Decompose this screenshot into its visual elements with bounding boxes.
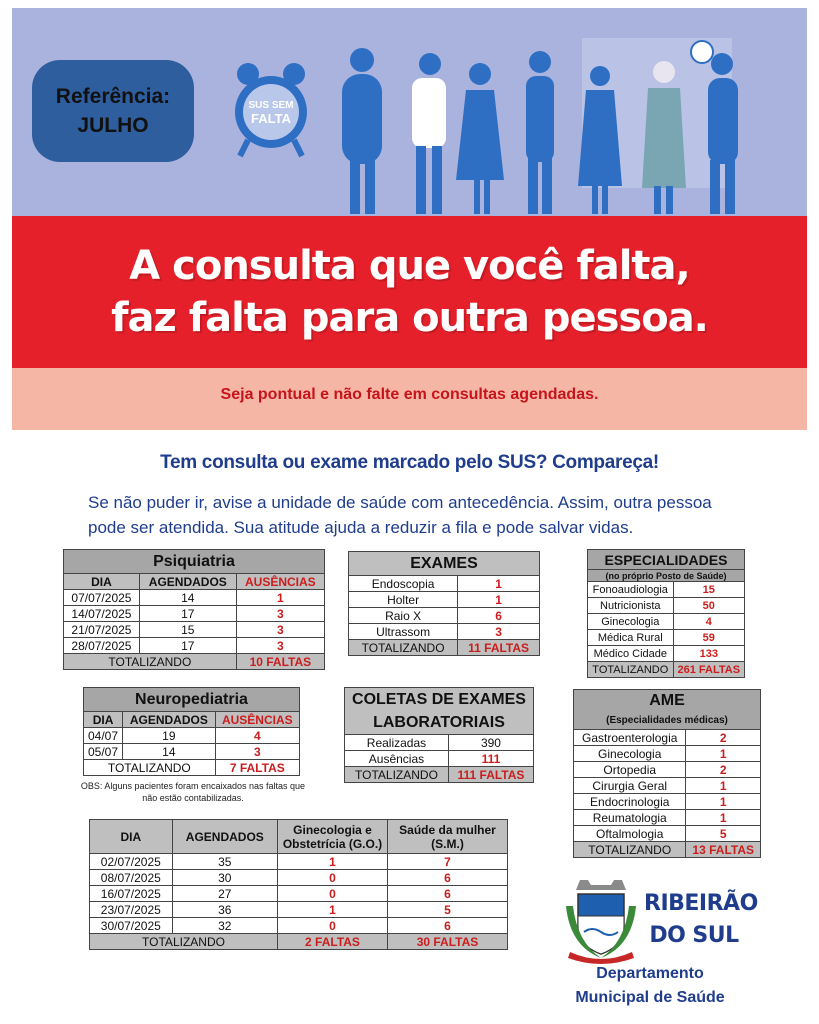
cell-absences: 133 bbox=[673, 646, 744, 662]
cell-specialty: Gastroenterologia bbox=[574, 730, 686, 746]
cell-day: 08/07/2025 bbox=[90, 870, 173, 886]
city-name-line-2: DO SUL bbox=[649, 923, 739, 948]
cell-scheduled: 14 bbox=[139, 590, 236, 606]
cell-absences: 5 bbox=[686, 826, 761, 842]
intro-text: Se não puder ir, avise a unidade de saúde com antecedência. Assim, outra pessoa pode ser atendida. Sua atitude ajuda a reduzir a fila e pode salvar vidas. bbox=[88, 493, 712, 537]
table-title: Neuropediatria bbox=[84, 688, 300, 712]
table-row bbox=[588, 630, 745, 646]
cell-absences: 1 bbox=[458, 576, 540, 592]
cell-absences: 1 bbox=[458, 592, 540, 608]
cell-sm-absences: 6 bbox=[388, 870, 508, 886]
table-row bbox=[90, 854, 508, 870]
cell-absences: 4 bbox=[215, 728, 299, 744]
cell-specialty: Médico Cidade bbox=[588, 646, 674, 662]
total-value: 13 FALTAS bbox=[686, 842, 761, 858]
headline-band bbox=[12, 216, 807, 368]
cell-day: 02/07/2025 bbox=[90, 854, 173, 870]
total-row bbox=[84, 760, 300, 776]
table-row bbox=[90, 886, 508, 902]
cell-absences: 15 bbox=[673, 582, 744, 598]
cell-scheduled: 36 bbox=[172, 902, 277, 918]
department-name bbox=[560, 962, 740, 1010]
total-value: 111 FALTAS bbox=[448, 767, 533, 783]
reference-label: Referência: bbox=[55, 84, 171, 108]
cell-go-absences: 0 bbox=[278, 886, 388, 902]
cell-specialty: Ginecologia bbox=[588, 614, 674, 630]
cell-day: 21/07/2025 bbox=[64, 622, 140, 638]
cell-specialty: Cirurgia Geral bbox=[574, 778, 686, 794]
total-row bbox=[64, 654, 325, 670]
total-value: 11 FALTAS bbox=[458, 640, 540, 656]
ginecologia-table bbox=[89, 819, 508, 950]
cell-absences: 1 bbox=[686, 746, 761, 762]
total-label: TOTALIZANDO bbox=[64, 654, 237, 670]
total-go: 2 FALTAS bbox=[278, 934, 388, 950]
column-header: DIA bbox=[64, 574, 140, 590]
table-row bbox=[574, 810, 761, 826]
cell-day: 23/07/2025 bbox=[90, 902, 173, 918]
table-row bbox=[349, 624, 540, 640]
cell-go-absences: 0 bbox=[278, 918, 388, 934]
total-label: TOTALIZANDO bbox=[84, 760, 216, 776]
cell-specialty: Oftalmologia bbox=[574, 826, 686, 842]
table-title bbox=[345, 688, 534, 735]
cell-absences: 1 bbox=[686, 794, 761, 810]
psiquiatria-table bbox=[63, 549, 325, 670]
cell-sm-absences: 6 bbox=[388, 886, 508, 902]
cell-specialty: Nutricionista bbox=[588, 598, 674, 614]
table-row bbox=[588, 598, 745, 614]
cell-scheduled: 19 bbox=[123, 728, 216, 744]
table-row bbox=[90, 918, 508, 934]
total-row bbox=[349, 640, 540, 656]
column-header: DIA bbox=[90, 820, 173, 854]
cell-absences: 1 bbox=[236, 590, 324, 606]
table-row bbox=[574, 794, 761, 810]
cell-go-absences: 1 bbox=[278, 902, 388, 918]
total-row bbox=[574, 842, 761, 858]
table-row bbox=[574, 730, 761, 746]
cell-value: 111 bbox=[448, 751, 533, 767]
cell-sm-absences: 5 bbox=[388, 902, 508, 918]
cell-specialty: Fonoaudiologia bbox=[588, 582, 674, 598]
table-row bbox=[84, 728, 300, 744]
cell-specialty: Endocrinologia bbox=[574, 794, 686, 810]
table-row bbox=[588, 582, 745, 598]
table-row bbox=[574, 746, 761, 762]
table-row bbox=[345, 751, 534, 767]
cell-day: 28/07/2025 bbox=[64, 638, 140, 654]
total-label: TOTALIZANDO bbox=[588, 662, 674, 678]
especialidades-table bbox=[587, 549, 745, 678]
total-row bbox=[588, 662, 745, 678]
total-label: TOTALIZANDO bbox=[90, 934, 278, 950]
table-title: AME bbox=[574, 690, 761, 712]
cell-absences: 6 bbox=[458, 608, 540, 624]
table-row bbox=[588, 646, 745, 662]
total-value: 261 FALTAS bbox=[673, 662, 744, 678]
exames-table bbox=[348, 551, 540, 656]
table-title: EXAMES bbox=[349, 552, 540, 576]
neuropediatria-note: OBS: Alguns pacientes foram encaixados nas faltas que não estão contabilizadas. bbox=[80, 781, 306, 803]
reference-month: JULHO bbox=[77, 114, 149, 137]
column-header: Ginecologia e Obstetrícia (G.O.) bbox=[278, 820, 388, 854]
cell-day: 04/07 bbox=[84, 728, 123, 744]
cell-scheduled: 17 bbox=[139, 606, 236, 622]
queue-of-people-illustration bbox=[332, 38, 772, 216]
total-value: 7 FALTAS bbox=[215, 760, 299, 776]
total-label: TOTALIZANDO bbox=[574, 842, 686, 858]
cell-absences: 3 bbox=[458, 624, 540, 640]
cell-exam: Holter bbox=[349, 592, 458, 608]
column-header: AUSÊNCIAS bbox=[236, 574, 324, 590]
clock-text-2: FALTA bbox=[251, 111, 291, 126]
table-row bbox=[574, 762, 761, 778]
alarm-clock-icon bbox=[232, 60, 310, 158]
table-row bbox=[574, 778, 761, 794]
table-row bbox=[574, 826, 761, 842]
cell-label: Realizadas bbox=[345, 735, 449, 751]
city-name bbox=[644, 888, 758, 952]
cell-specialty: Ortopedia bbox=[574, 762, 686, 778]
total-sm: 30 FALTAS bbox=[388, 934, 508, 950]
cell-exam: Endoscopia bbox=[349, 576, 458, 592]
cell-scheduled: 15 bbox=[139, 622, 236, 638]
cell-absences: 1 bbox=[686, 778, 761, 794]
cell-day: 14/07/2025 bbox=[64, 606, 140, 622]
cell-absences: 1 bbox=[686, 810, 761, 826]
total-row bbox=[90, 934, 508, 950]
table-row bbox=[90, 902, 508, 918]
cell-label: Ausências bbox=[345, 751, 449, 767]
total-label: TOTALIZANDO bbox=[345, 767, 449, 783]
column-header: DIA bbox=[84, 712, 123, 728]
cell-absences: 59 bbox=[673, 630, 744, 646]
cell-scheduled: 14 bbox=[123, 744, 216, 760]
coat-of-arms-icon bbox=[562, 876, 640, 964]
cell-day: 07/07/2025 bbox=[64, 590, 140, 606]
table-row bbox=[64, 638, 325, 654]
cell-absences: 2 bbox=[686, 730, 761, 746]
ame-table bbox=[573, 689, 761, 858]
cell-absences: 3 bbox=[215, 744, 299, 760]
cell-specialty: Reumatologia bbox=[574, 810, 686, 826]
cell-exam: Raio X bbox=[349, 608, 458, 624]
table-row bbox=[349, 576, 540, 592]
cell-scheduled: 30 bbox=[172, 870, 277, 886]
table-title-line-2: LABORATORIAIS bbox=[373, 714, 505, 731]
cell-day: 30/07/2025 bbox=[90, 918, 173, 934]
column-header: AUSÊNCIAS bbox=[215, 712, 299, 728]
cell-go-absences: 0 bbox=[278, 870, 388, 886]
table-row bbox=[349, 592, 540, 608]
cell-absences: 50 bbox=[673, 598, 744, 614]
subline-band bbox=[12, 368, 807, 430]
table-row bbox=[64, 606, 325, 622]
table-row bbox=[90, 870, 508, 886]
banner-illustration bbox=[12, 8, 807, 216]
cell-absences: 3 bbox=[236, 638, 324, 654]
cell-day: 05/07 bbox=[84, 744, 123, 760]
cell-scheduled: 17 bbox=[139, 638, 236, 654]
column-header: AGENDADOS bbox=[123, 712, 216, 728]
total-row bbox=[345, 767, 534, 783]
neuropediatria-table bbox=[83, 687, 300, 776]
headline-line-2: faz falta para outra pessoa. bbox=[111, 295, 708, 341]
cell-absences: 3 bbox=[236, 606, 324, 622]
cell-sm-absences: 6 bbox=[388, 918, 508, 934]
clock-text-1: SUS SEM bbox=[248, 100, 294, 111]
total-value: 10 FALTAS bbox=[236, 654, 324, 670]
cell-specialty: Ginecologia bbox=[574, 746, 686, 762]
cell-go-absences: 1 bbox=[278, 854, 388, 870]
column-header: Saúde da mulher (S.M.) bbox=[388, 820, 508, 854]
table-row bbox=[64, 590, 325, 606]
cell-absences: 4 bbox=[673, 614, 744, 630]
cell-sm-absences: 7 bbox=[388, 854, 508, 870]
column-header: AGENDADOS bbox=[172, 820, 277, 854]
cell-absences: 2 bbox=[686, 762, 761, 778]
intro-title: Tem consulta ou exame marcado pelo SUS? Compareça! bbox=[160, 452, 659, 473]
department-line-2: Municipal de Saúde bbox=[575, 989, 725, 1006]
department-line-1: Departamento bbox=[596, 965, 704, 982]
cell-day: 16/07/2025 bbox=[90, 886, 173, 902]
table-title: Psiquiatria bbox=[64, 550, 325, 574]
headline-line-1: A consulta que você falta, bbox=[129, 243, 690, 289]
subline: Seja pontual e não falte em consultas agendadas. bbox=[220, 386, 599, 403]
table-title-line-1: COLETAS DE EXAMES bbox=[352, 691, 526, 708]
column-header: AGENDADOS bbox=[139, 574, 236, 590]
table-row bbox=[64, 622, 325, 638]
table-subtitle: (no próprio Posto de Saúde) bbox=[588, 570, 745, 582]
table-title: ESPECIALIDADES bbox=[588, 550, 745, 570]
cell-specialty: Médica Rural bbox=[588, 630, 674, 646]
cell-exam: Ultrassom bbox=[349, 624, 458, 640]
table-subtitle: (Especialidades médicas) bbox=[574, 712, 761, 730]
reference-badge bbox=[32, 60, 194, 162]
cell-scheduled: 27 bbox=[172, 886, 277, 902]
cell-scheduled: 32 bbox=[172, 918, 277, 934]
table-row bbox=[349, 608, 540, 624]
cell-absences: 3 bbox=[236, 622, 324, 638]
headline bbox=[12, 216, 807, 344]
cell-value: 390 bbox=[448, 735, 533, 751]
city-name-line-1: RIBEIRÃO bbox=[644, 891, 758, 916]
coletas-table bbox=[344, 687, 534, 783]
table-row bbox=[588, 614, 745, 630]
table-row bbox=[345, 735, 534, 751]
total-label: TOTALIZANDO bbox=[349, 640, 458, 656]
table-row bbox=[84, 744, 300, 760]
cell-scheduled: 35 bbox=[172, 854, 277, 870]
